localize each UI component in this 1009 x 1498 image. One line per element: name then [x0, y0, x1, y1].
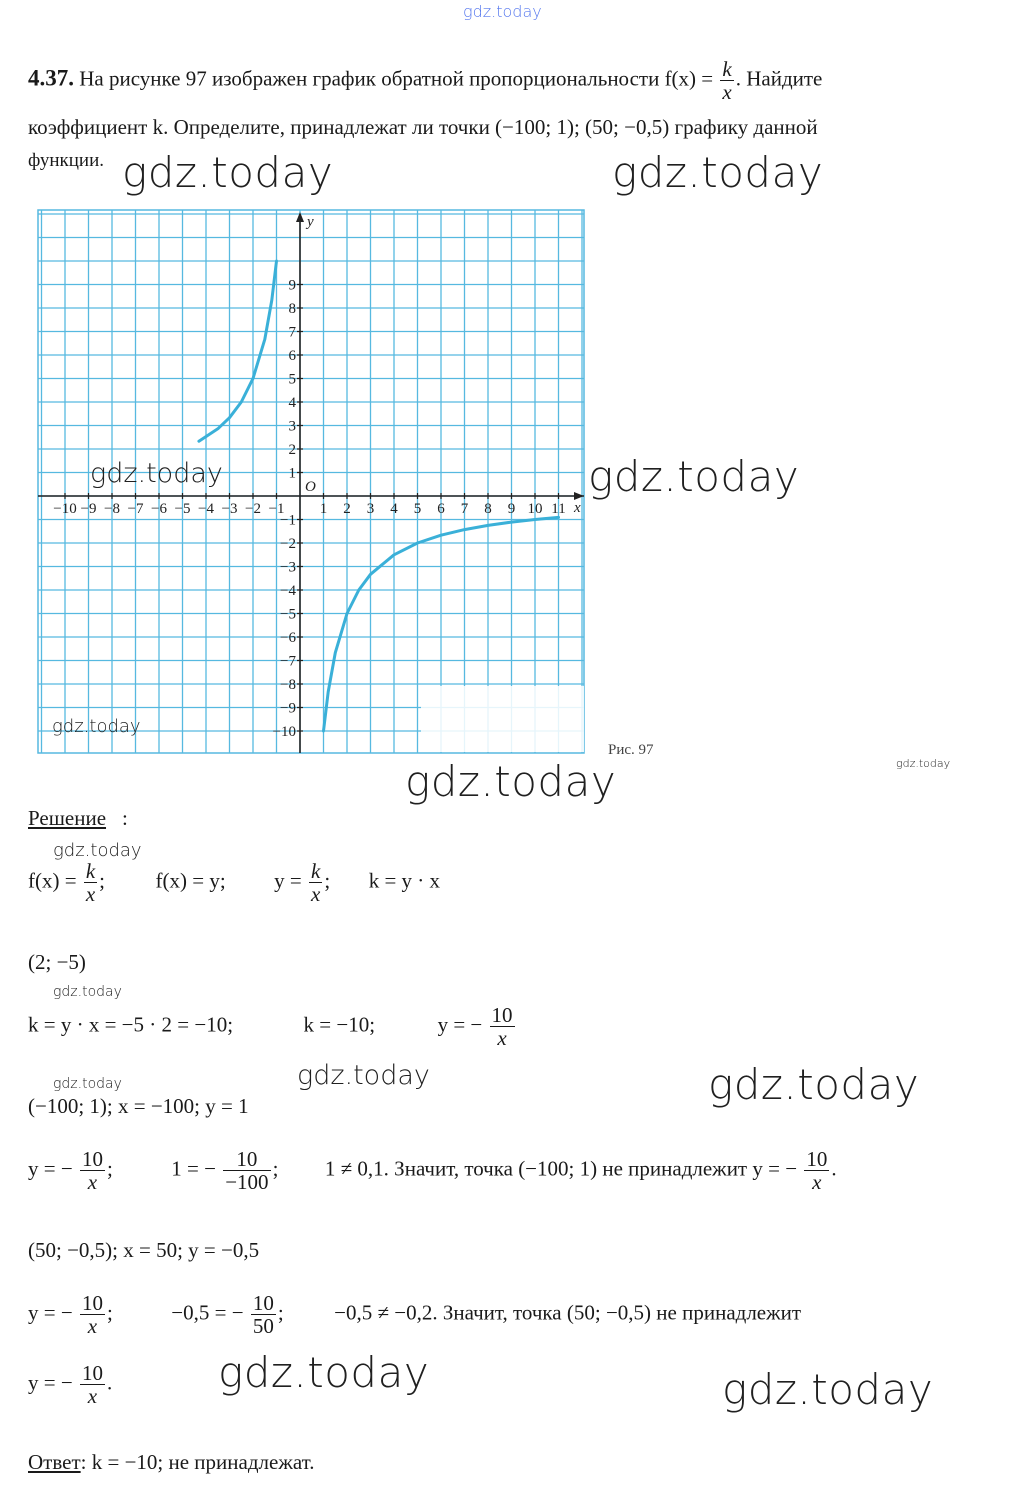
solution-line-3 — [28, 1004, 517, 1049]
origin-label: O — [305, 479, 316, 495]
solution-line-1 — [28, 860, 440, 905]
y-tick-label: −9 — [280, 700, 296, 717]
solution-heading-colon: : — [122, 806, 128, 830]
text: . — [106, 1370, 113, 1395]
x-tick-label: −5 — [174, 501, 191, 517]
y-tick-label: −1 — [280, 512, 296, 529]
problem-text-1: На рисунке 97 изображен график обратной пропорциональности f(x) = — [79, 66, 714, 91]
text: k = y · x = −5 · 2 = −10; — [28, 1012, 234, 1037]
watermark-top: gdz.today — [463, 2, 542, 21]
text: −0,5 = − — [171, 1300, 244, 1325]
y-tick-label: −2 — [280, 536, 296, 552]
num: 10 — [81, 1291, 103, 1315]
num: 10 — [252, 1291, 274, 1315]
answer-text: : k = −10; не принадлежат. — [80, 1450, 315, 1474]
den: 50 — [252, 1314, 274, 1339]
y-tick-label: 3 — [288, 418, 296, 435]
x-tick-label: 6 — [437, 501, 445, 517]
den: x — [87, 1384, 98, 1409]
x-tick-label: 9 — [507, 501, 516, 517]
text: ; — [324, 868, 331, 893]
text: y = − — [28, 1370, 73, 1395]
y-tick-label: 8 — [288, 301, 296, 317]
x-tick-label: −2 — [245, 501, 261, 517]
solution-line-2: (2; −5) — [28, 950, 86, 974]
den: x — [812, 1170, 822, 1195]
num: 10 — [806, 1147, 828, 1171]
problem-line-1 — [28, 58, 822, 103]
watermark: gdz.today — [612, 148, 824, 197]
x-axis-label: x — [574, 500, 581, 516]
watermark: gdz.today — [53, 840, 142, 861]
text: y = − — [28, 1156, 73, 1181]
x-tick-label: 3 — [366, 501, 375, 517]
y-tick-label: 2 — [288, 442, 296, 458]
fraction-10-x — [490, 1004, 515, 1049]
y-tick-label: −6 — [280, 630, 296, 646]
x-tick-label: 5 — [413, 501, 422, 517]
frac-num: k — [722, 57, 732, 81]
text: ; — [272, 1156, 279, 1181]
watermark: gdz.today — [896, 757, 951, 770]
watermark: gdz.today — [53, 1076, 122, 1092]
problem-text-1b: . Найдите — [735, 66, 823, 91]
problem-fraction — [720, 58, 733, 103]
text: k = y · x — [368, 868, 441, 893]
den: x — [311, 882, 321, 907]
problem-line-2: коэффициент k. Определите, принадлежат ли точки (−100; 1); (50; −0,5) графику данной — [28, 115, 818, 139]
x-tick-label: −8 — [104, 501, 120, 517]
text: ; — [277, 1300, 284, 1325]
watermark: gdz.today — [122, 148, 334, 197]
figure-caption: Рис. 97 — [608, 742, 654, 758]
text: k = −10; — [303, 1012, 376, 1037]
y-tick-label: 5 — [288, 371, 296, 388]
answer-label: Ответ — [28, 1450, 81, 1474]
fraction-10-x — [80, 1292, 105, 1337]
den: x — [87, 1314, 98, 1339]
y-tick-label: −10 — [272, 724, 296, 740]
y-tick-label: 9 — [288, 277, 296, 294]
solution-line-4: (−100; 1); x = −100; y = 1 — [28, 1094, 249, 1118]
y-tick-label: 6 — [288, 348, 296, 364]
text: 1 = − — [171, 1156, 216, 1181]
x-tick-label: 7 — [460, 501, 469, 517]
fraction-10-50 — [251, 1292, 276, 1337]
solution-line-7 — [28, 1292, 801, 1337]
problem-line-3: функции. — [28, 150, 104, 171]
y-tick-label: −5 — [280, 606, 296, 623]
num: k — [311, 859, 321, 883]
den: x — [497, 1026, 507, 1051]
text: f(x) = — [28, 868, 77, 893]
watermark: gdz.today — [52, 716, 141, 737]
y-tick-label: 1 — [288, 465, 296, 482]
x-tick-label: −1 — [268, 501, 285, 517]
text: y = — [274, 868, 302, 893]
watermark: gdz.today — [405, 757, 617, 806]
x-tick-label: 8 — [484, 501, 492, 517]
text: y = − — [28, 1300, 73, 1325]
y-tick-label: −8 — [280, 677, 296, 693]
solution-line-5 — [28, 1148, 837, 1193]
num: k — [85, 859, 96, 883]
y-tick-label: −7 — [280, 653, 296, 670]
y-axis-label: y — [307, 214, 314, 230]
text: ; — [99, 868, 105, 893]
x-tick-label: 11 — [551, 501, 566, 517]
fraction-k-x — [84, 860, 97, 905]
den: −100 — [225, 1170, 269, 1195]
frac-den: x — [722, 80, 732, 105]
fraction-k-x — [309, 860, 322, 905]
fraction-10-x — [80, 1148, 105, 1193]
text: f(x) = y; — [155, 868, 226, 893]
y-tick-label: 7 — [288, 324, 296, 341]
watermark: gdz.today — [218, 1348, 430, 1397]
fraction-10-x — [804, 1148, 829, 1193]
x-tick-label: 1 — [319, 501, 328, 517]
x-tick-label: 4 — [390, 501, 398, 517]
answer-line — [28, 1450, 314, 1475]
watermark: gdz.today — [90, 458, 223, 489]
text: 1 ≠ 0,1. Значит, точка (−100; 1) не принадлежит y = − — [324, 1156, 798, 1181]
num: 10 — [491, 1003, 513, 1027]
hyperbola-branch-1 — [199, 261, 277, 441]
text: ; — [106, 1156, 113, 1181]
x-tick-label: 2 — [343, 501, 351, 517]
fraction-10-minus100 — [223, 1148, 270, 1193]
y-tick-label: 4 — [288, 395, 296, 411]
num: 10 — [81, 1361, 103, 1385]
text: ; — [106, 1300, 113, 1325]
den: x — [85, 882, 96, 907]
solution-line-6: (50; −0,5); x = 50; y = −0,5 — [28, 1238, 260, 1262]
x-tick-label: −6 — [151, 501, 167, 517]
x-tick-label: −10 — [53, 501, 77, 517]
fraction-10-x — [80, 1362, 105, 1407]
watermark: gdz.today — [53, 984, 122, 1000]
y-tick-label: −3 — [280, 559, 296, 576]
den: x — [87, 1170, 98, 1195]
solution-heading — [28, 806, 106, 831]
watermark: gdz.today — [297, 1060, 430, 1091]
y-tick-label: −4 — [280, 583, 296, 599]
text: y = − — [437, 1012, 483, 1037]
scan-artifact — [421, 686, 584, 752]
num: 10 — [223, 1148, 270, 1171]
solution-line-8 — [28, 1362, 112, 1407]
watermark: gdz.today — [708, 1060, 920, 1109]
text: −0,5 ≠ −0,2. Значит, точка (50; −0,5) не принадлежит — [334, 1300, 802, 1325]
watermark: gdz.today — [588, 452, 800, 501]
solution-heading-text: Решение — [28, 806, 107, 830]
num: 10 — [81, 1147, 103, 1171]
x-tick-label: −3 — [221, 501, 238, 517]
watermark: gdz.today — [722, 1365, 934, 1414]
x-tick-label: −7 — [127, 501, 144, 517]
x-tick-label: 10 — [527, 501, 543, 517]
text: . — [831, 1156, 837, 1181]
x-tick-label: −9 — [80, 501, 97, 517]
problem-number: 4.37. — [28, 65, 74, 91]
x-tick-label: −4 — [198, 501, 214, 517]
